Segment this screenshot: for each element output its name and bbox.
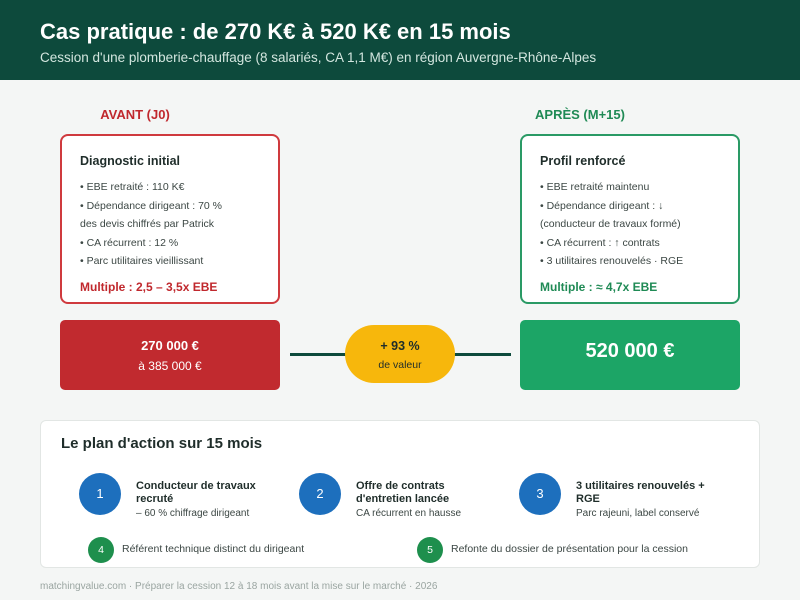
page-title: Cas pratique : de 270 K€ à 520 K€ en 15 mois [40, 19, 511, 44]
before-label: AVANT (J0) [100, 107, 170, 122]
step-number-badge: 4 [88, 537, 114, 563]
list-item: • CA récurrent : ↑ contrats [540, 236, 660, 249]
footer-note: matchingvalue.com · Préparer la cession 12 à 18 mois avant la mise sur le marché · 2026 [40, 581, 438, 592]
before-card-title: Diagnostic initial [80, 154, 181, 168]
step-description: – 60 % chiffrage dirigeant [136, 508, 250, 519]
connector-line-left [290, 353, 352, 356]
page-subtitle: Cession d'une plomberie-chauffage (8 salariés, CA 1,1 M€) en région Auvergne-Rhône-Alpes [40, 50, 597, 65]
after-label: APRÈS (M+15) [535, 107, 625, 122]
before-value-box [60, 320, 280, 390]
step-number-badge: 2 [299, 473, 341, 515]
plan-title: Le plan d'action sur 15 mois [61, 435, 263, 452]
after-value-main: 520 000 € [585, 340, 675, 362]
before-items-list [80, 178, 260, 271]
connector-line-right [449, 353, 511, 356]
header-banner [0, 0, 800, 80]
before-diagnostic-card [60, 134, 280, 304]
action-plan-panel [40, 420, 760, 568]
list-item: (conducteur de travaux formé) [540, 218, 681, 230]
before-value-main: 270 000 € [141, 338, 199, 353]
step-title: Conducteur de travaux recruté [136, 480, 256, 505]
step-number-badge: 1 [79, 473, 121, 515]
step-number-badge: 5 [417, 537, 443, 563]
list-item: • CA récurrent : 12 % [80, 236, 179, 249]
before-multiple: Multiple : 2,5 – 3,5x EBE [80, 279, 218, 294]
gain-pill [345, 325, 455, 383]
step-description: CA récurrent en hausse [356, 508, 462, 519]
before-value-sub: à 385 000 € [138, 359, 202, 373]
after-multiple: Multiple : ≈ 4,7x EBE [540, 279, 658, 294]
list-item: • Dépendance dirigeant : 70 % [80, 199, 223, 212]
list-item: des devis chiffrés par Patrick [80, 218, 215, 230]
list-item: • EBE retraité maintenu [540, 181, 650, 193]
step-title: Offre de contrats d'entretien lancée [356, 480, 450, 505]
after-profile-card [520, 134, 740, 304]
after-items-list [540, 178, 720, 271]
list-item: • Parc utilitaires vieillissant [80, 255, 204, 267]
step-text: Refonte du dossier de présentation pour la cession [451, 543, 688, 555]
step-number-badge: 3 [519, 473, 561, 515]
gain-percent: + 93 % [380, 339, 420, 353]
step-text: Référent technique distinct du dirigeant [122, 543, 305, 555]
after-card-title: Profil renforcé [540, 154, 626, 168]
after-value-box [520, 320, 740, 390]
step-title: 3 utilitaires renouvelés + RGE [576, 480, 705, 505]
list-item: • 3 utilitaires renouvelés · RGE [540, 255, 684, 267]
list-item: • Dépendance dirigeant : ↓ [540, 199, 664, 212]
step-description: Parc rajeuni, label conservé [576, 508, 700, 519]
list-item: • EBE retraité : 110 K€ [80, 181, 185, 193]
gain-label: de valeur [378, 359, 422, 371]
